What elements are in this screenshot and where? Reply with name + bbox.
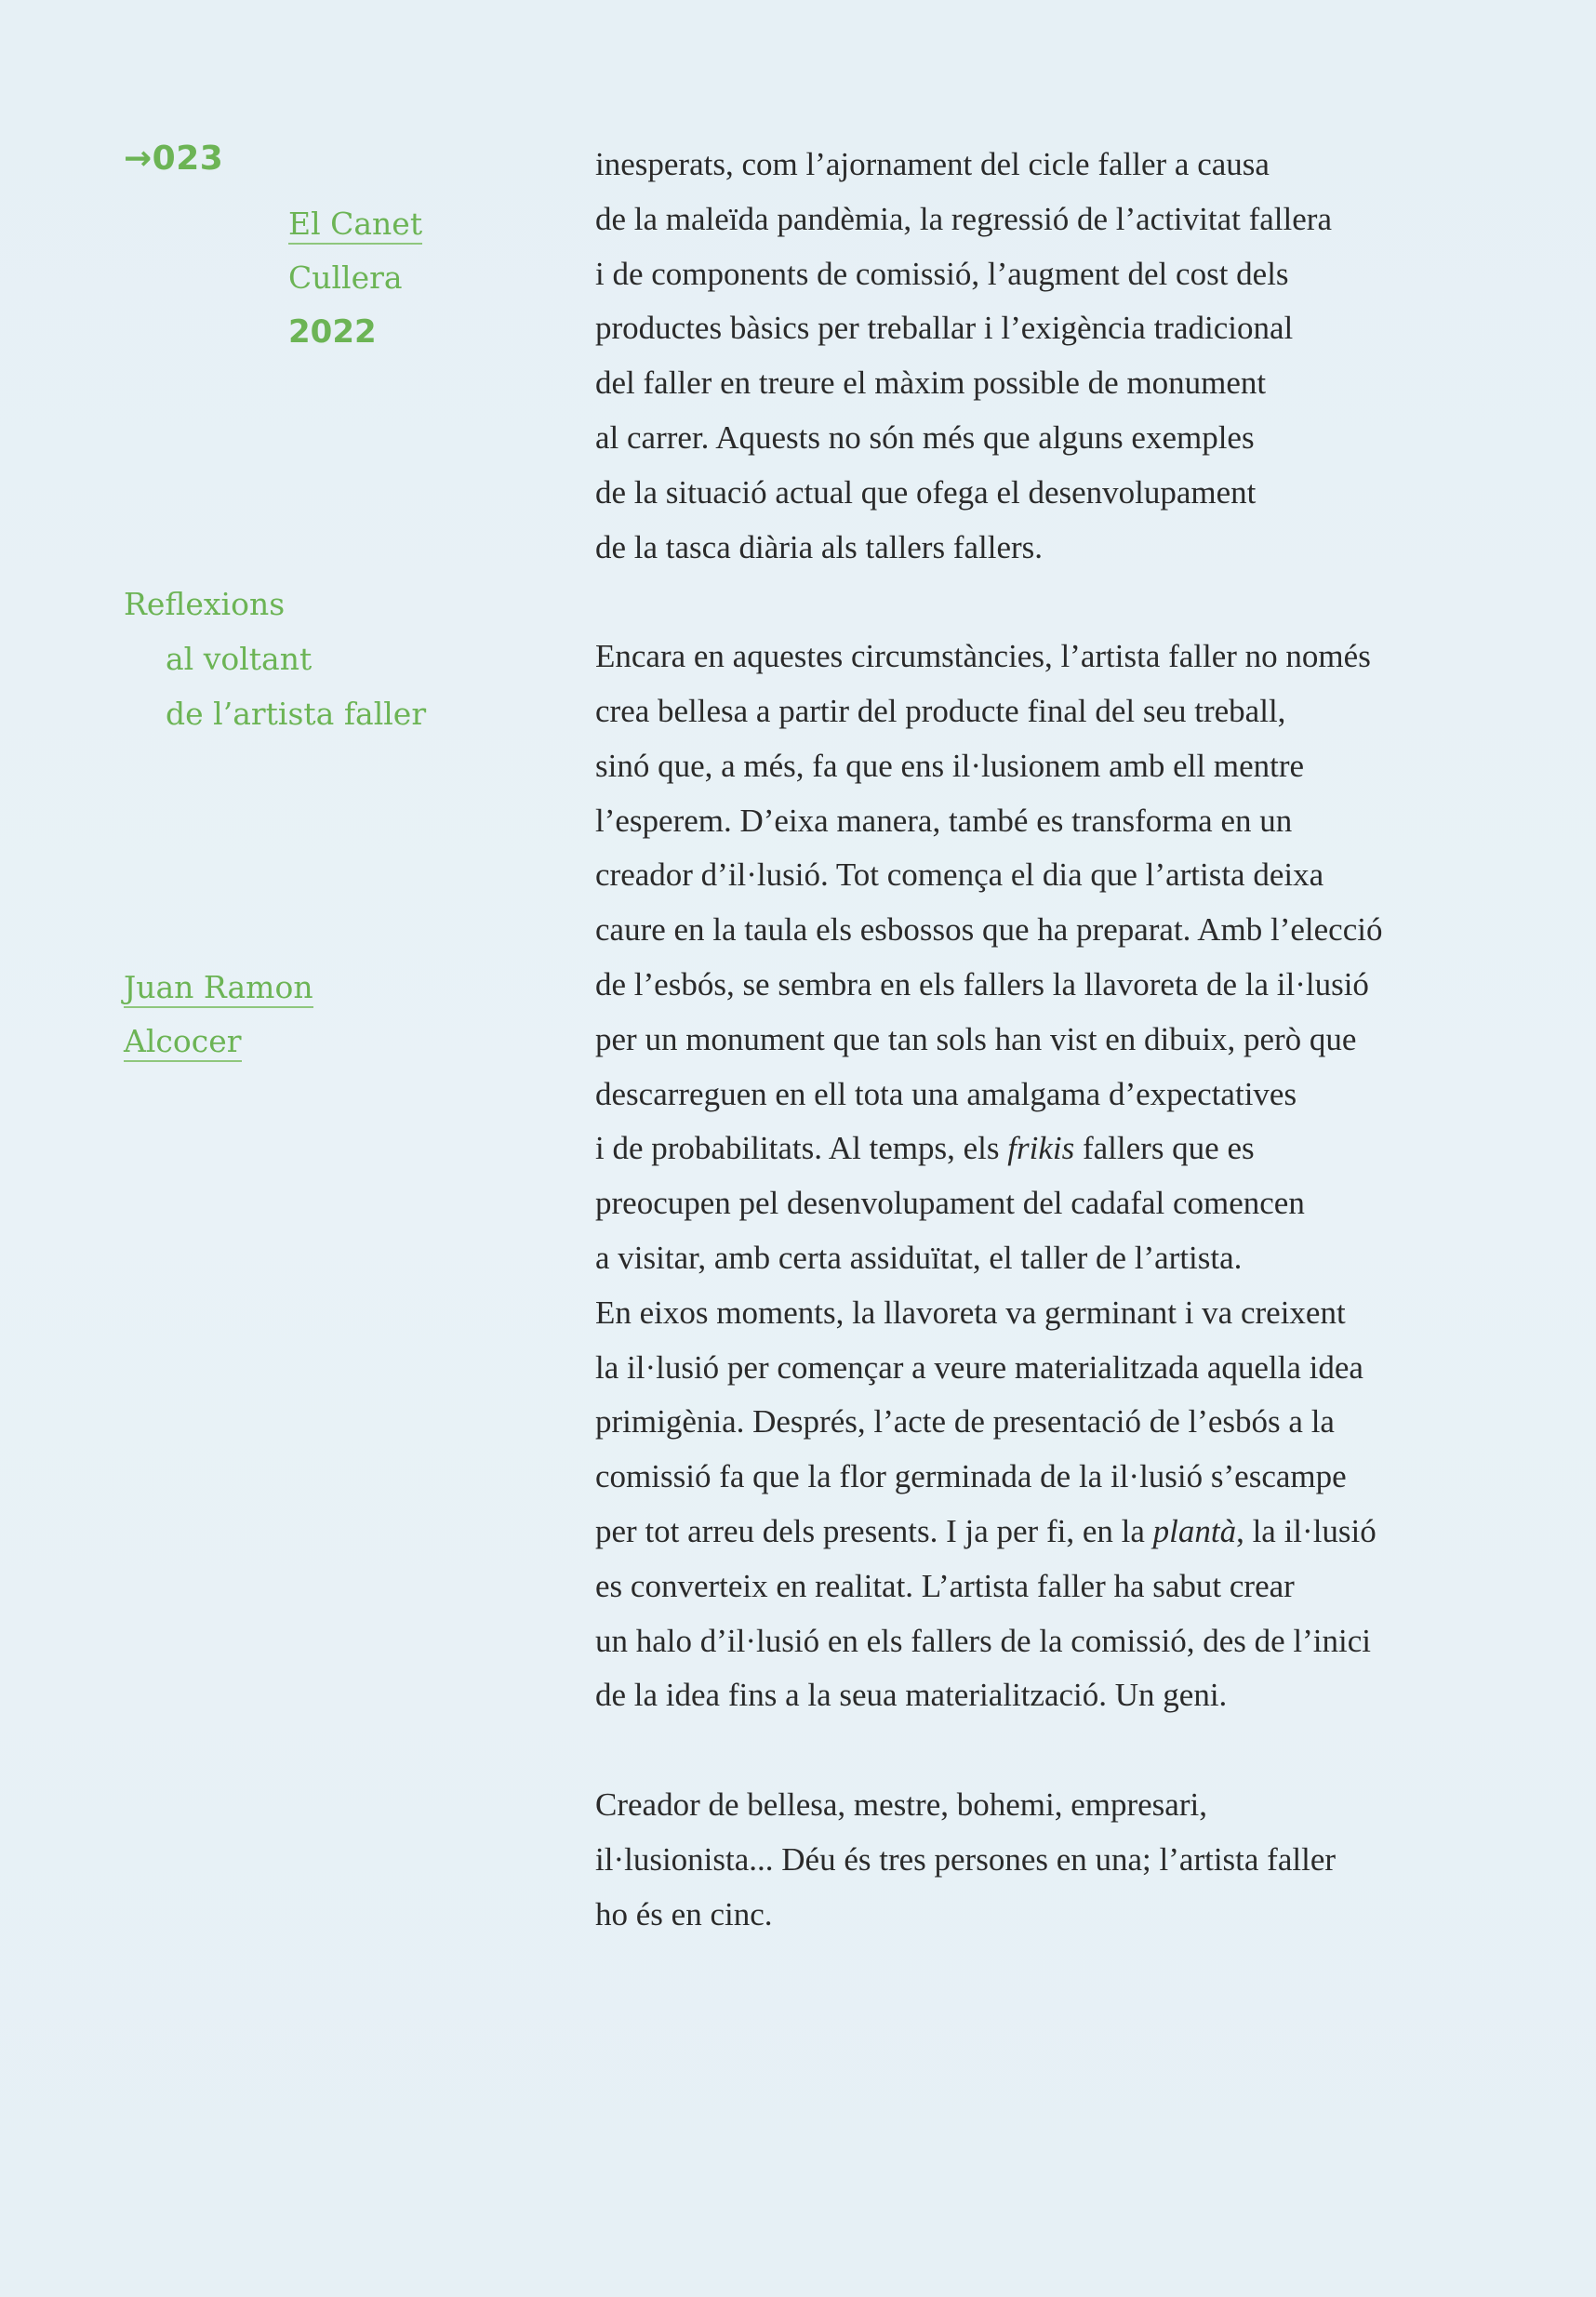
text-line: caure en la taula els esbossos que ha preparat. Amb l’elecció	[595, 911, 1383, 949]
text-line: l’esperem. D’eixa manera, també es transforma en un	[595, 802, 1293, 839]
section-title-line: al voltant	[166, 641, 313, 677]
text-line: es converteix en realitat. L’artista faller ha sabut crear	[595, 1567, 1295, 1604]
text-line: primigènia. Després, l’acte de presentació de l’esbós a la	[595, 1403, 1335, 1441]
text-line: la il·lusió per començar a veure materialitzada aquella idea	[595, 1348, 1363, 1386]
text-line: per un monument que tan sols han vist en dibuix, però que	[595, 1020, 1357, 1057]
text-line: En eixos moments, la llavoreta va germinant i va creixent	[595, 1294, 1346, 1331]
section-title-line: Reflexions	[124, 586, 286, 622]
text-line: sinó que, a més, fa que ens il·lusionem amb ell mentre	[595, 747, 1305, 784]
text-line	[595, 1122, 1525, 1176]
text-line: preocupen pel desenvolupament del cadafal comencen	[595, 1185, 1305, 1222]
text-line: il·lusionista... Déu és tres persones en una; l’artista faller	[595, 1840, 1337, 1878]
place-cullera: Cullera	[288, 259, 403, 296]
paragraph-2	[595, 630, 1525, 1723]
text-line: ho és en cinc.	[595, 1895, 773, 1932]
sidebar	[0, 0, 521, 2297]
page-number: →023	[124, 139, 224, 178]
author-last-name: Alcocer	[124, 1023, 242, 1062]
section-title-line: de l’artista faller	[166, 696, 427, 732]
text-line	[595, 1505, 1525, 1560]
text-line: comissió fa que la flor germinada de la il·lusió s’escampe	[595, 1458, 1347, 1495]
text-line: creador d’il·lusió. Tot comença el dia que l’artista deixa	[595, 856, 1324, 894]
italic-term-frikis: frikis	[1007, 1130, 1075, 1167]
author	[124, 961, 313, 1069]
text-line: productes bàsics per treballar i l’exigència tradicional	[595, 310, 1294, 347]
text-line: descarreguen en ell tota una amalgama d’expectatives	[595, 1075, 1297, 1112]
text-run: , la il·lusió	[1236, 1512, 1377, 1549]
text-run: per tot arreu dels presents. I ja per fi, en la	[595, 1512, 1153, 1549]
paragraph-1	[595, 138, 1525, 575]
section-title	[124, 577, 426, 741]
italic-term-planta: plantà	[1152, 1512, 1237, 1549]
text-line: Encara en aquestes circumstàncies, l’artista faller no només	[595, 638, 1371, 675]
text-line: un halo d’il·lusió en els fallers de la comissió, des de l’inici	[595, 1622, 1371, 1659]
text-line: de l’esbós, se sembra en els fallers la llavoreta de la il·lusió	[595, 965, 1369, 1002]
text-run: i de probabilitats. Al temps, els	[595, 1130, 1008, 1167]
text-line: a visitar, amb certa assiduïtat, el taller de l’artista.	[595, 1239, 1243, 1276]
author-first-name: Juan Ramon	[124, 969, 313, 1008]
text-line: i de components de comissió, l’augment del cost dels	[595, 255, 1289, 292]
text-line: de la maleïda pandèmia, la regressió de l’activitat fallera	[595, 200, 1332, 237]
place-el-canet: El Canet	[288, 206, 422, 245]
year: 2022	[288, 313, 377, 351]
article-body	[595, 138, 1525, 1997]
text-line: de la situació actual que ofega el desenvolupament	[595, 473, 1257, 511]
text-line: del faller en treure el màxim possible de monument	[595, 365, 1267, 402]
paragraph-3	[595, 1778, 1525, 1942]
text-line: inesperats, com l’ajornament del cicle faller a causa	[595, 146, 1270, 182]
text-line: crea bellesa a partir del producte final del seu treball,	[595, 692, 1286, 729]
text-line: al carrer. Aquests no són més que alguns exemples	[595, 418, 1255, 456]
text-line: de la tasca diària als tallers fallers.	[595, 528, 1044, 565]
text-line: Creador de bellesa, mestre, bohemi, empresari,	[595, 1786, 1207, 1823]
text-run: fallers que es	[1074, 1130, 1255, 1167]
publication-meta	[288, 197, 422, 359]
text-line: de la idea fins a la seua materialització. Un geni.	[595, 1677, 1228, 1714]
